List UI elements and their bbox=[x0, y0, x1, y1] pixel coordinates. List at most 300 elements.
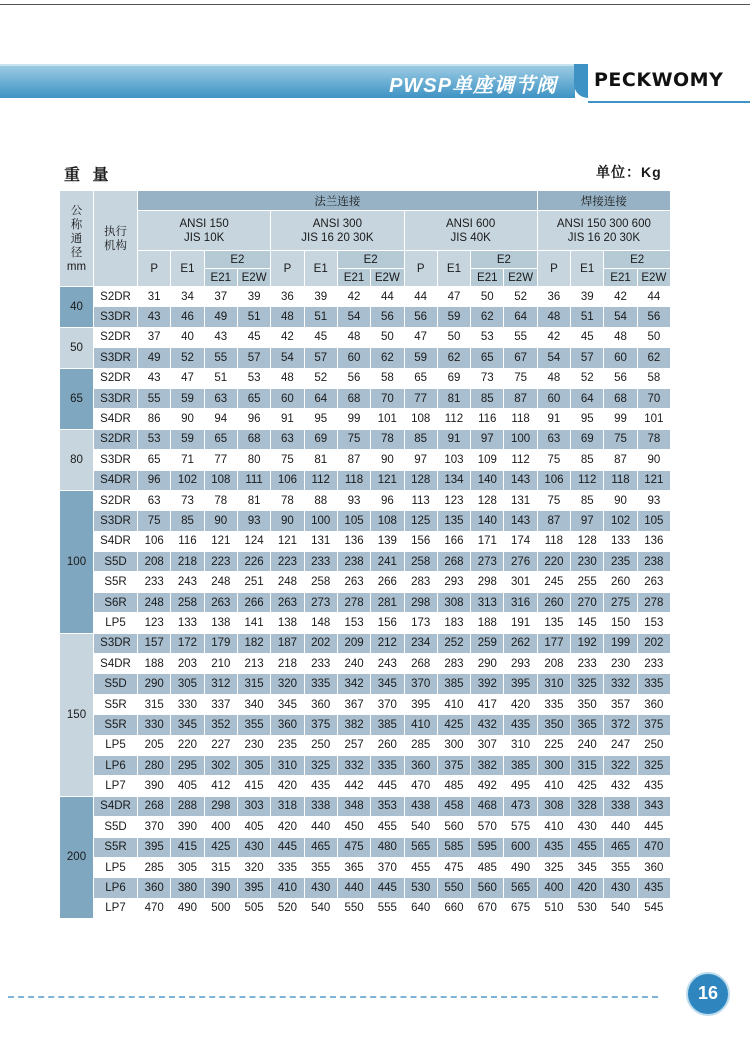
weight-cell: 54 bbox=[337, 307, 370, 327]
weight-cell: 57 bbox=[571, 348, 604, 368]
col-e1: E1 bbox=[571, 251, 604, 287]
weight-cell: 47 bbox=[171, 368, 204, 388]
weight-cell: 560 bbox=[437, 817, 470, 837]
weight-cell: 45 bbox=[571, 327, 604, 347]
weight-cell: 108 bbox=[404, 409, 437, 429]
weight-cell: 49 bbox=[204, 307, 237, 327]
weight-cell: 143 bbox=[504, 511, 537, 531]
weight-cell: 51 bbox=[571, 307, 604, 327]
std-ansi150 bbox=[138, 211, 271, 251]
weight-cell: 59 bbox=[171, 429, 204, 449]
weight-cell: 335 bbox=[637, 674, 670, 694]
banner-accent bbox=[574, 64, 588, 98]
weight-cell: 182 bbox=[237, 633, 270, 653]
weight-cell: 47 bbox=[404, 327, 437, 347]
weight-cell: 50 bbox=[371, 327, 404, 347]
table-row bbox=[60, 654, 671, 674]
weight-cell: 305 bbox=[237, 755, 270, 775]
actuator-cell: S2DR bbox=[94, 327, 138, 347]
actuator-cell: LP6 bbox=[94, 878, 138, 898]
table-row bbox=[60, 776, 671, 796]
weight-cell: 56 bbox=[604, 368, 637, 388]
weight-cell: 550 bbox=[437, 878, 470, 898]
actuator-cell: S5D bbox=[94, 674, 138, 694]
weight-cell: 412 bbox=[204, 776, 237, 796]
weight-cell: 85 bbox=[571, 490, 604, 510]
weight-cell: 50 bbox=[637, 327, 670, 347]
weight-cell: 313 bbox=[471, 592, 504, 612]
weight-cell: 223 bbox=[204, 552, 237, 572]
weight-cell: 212 bbox=[371, 633, 404, 653]
weight-cell: 290 bbox=[138, 674, 171, 694]
weight-cell: 303 bbox=[237, 796, 270, 816]
weight-cell: 300 bbox=[437, 735, 470, 755]
weight-cell: 118 bbox=[337, 470, 370, 490]
weight-cell: 430 bbox=[304, 878, 337, 898]
weight-cell: 442 bbox=[337, 776, 370, 796]
weight-cell: 435 bbox=[304, 776, 337, 796]
weight-cell: 75 bbox=[604, 429, 637, 449]
weight-cell: 458 bbox=[437, 796, 470, 816]
weight-cell: 335 bbox=[271, 857, 304, 877]
actuator-cell: S5R bbox=[94, 694, 138, 714]
weight-cell: 87 bbox=[604, 450, 637, 470]
weight-cell: 425 bbox=[437, 715, 470, 735]
weight-cell: 135 bbox=[437, 511, 470, 531]
actuator-cell: LP7 bbox=[94, 776, 138, 796]
weight-cell: 45 bbox=[237, 327, 270, 347]
size-header-line: mm bbox=[66, 260, 87, 273]
weight-cell: 370 bbox=[138, 817, 171, 837]
table-row bbox=[60, 898, 671, 918]
weight-cell: 280 bbox=[138, 755, 171, 775]
weight-cell: 68 bbox=[604, 388, 637, 408]
page-number-badge bbox=[686, 972, 730, 1016]
weight-cell: 53 bbox=[237, 368, 270, 388]
weight-cell: 227 bbox=[204, 735, 237, 755]
col-e2w: E2W bbox=[237, 269, 270, 287]
weight-cell: 540 bbox=[304, 898, 337, 918]
weight-cell: 395 bbox=[404, 694, 437, 714]
weight-cell: 430 bbox=[604, 878, 637, 898]
weight-cell: 70 bbox=[637, 388, 670, 408]
weight-cell: 100 bbox=[504, 429, 537, 449]
weight-cell: 171 bbox=[471, 531, 504, 551]
weight-cell: 372 bbox=[604, 715, 637, 735]
weight-cell: 220 bbox=[537, 552, 570, 572]
weight-cell: 46 bbox=[171, 307, 204, 327]
weight-cell: 490 bbox=[171, 898, 204, 918]
weight-cell: 143 bbox=[504, 470, 537, 490]
weight-cell: 285 bbox=[138, 857, 171, 877]
weight-cell: 322 bbox=[604, 755, 637, 775]
weight-cell: 125 bbox=[404, 511, 437, 531]
weight-cell: 375 bbox=[437, 755, 470, 775]
weight-cell: 248 bbox=[204, 572, 237, 592]
weight-cell: 320 bbox=[271, 674, 304, 694]
weight-cell: 65 bbox=[471, 348, 504, 368]
weight-cell: 145 bbox=[571, 613, 604, 633]
actuator-cell: LP5 bbox=[94, 613, 138, 633]
weight-cell: 62 bbox=[371, 348, 404, 368]
weight-cell: 520 bbox=[271, 898, 304, 918]
weight-cell: 43 bbox=[138, 368, 171, 388]
weight-cell: 57 bbox=[304, 348, 337, 368]
weight-cell: 230 bbox=[571, 552, 604, 572]
weight-cell: 108 bbox=[371, 511, 404, 531]
weight-cell: 565 bbox=[504, 878, 537, 898]
table-row bbox=[60, 857, 671, 877]
weight-cell: 395 bbox=[504, 674, 537, 694]
weight-cell: 357 bbox=[604, 694, 637, 714]
weight-cell: 410 bbox=[271, 878, 304, 898]
col-e2w: E2W bbox=[637, 269, 670, 287]
weight-cell: 660 bbox=[437, 898, 470, 918]
weight-cell: 435 bbox=[637, 878, 670, 898]
weight-cell: 400 bbox=[204, 817, 237, 837]
weight-cell: 44 bbox=[637, 287, 670, 307]
weight-cell: 420 bbox=[271, 817, 304, 837]
weight-cell: 106 bbox=[537, 470, 570, 490]
weight-cell: 65 bbox=[404, 368, 437, 388]
weight-cell: 260 bbox=[371, 735, 404, 755]
weight-cell: 485 bbox=[471, 857, 504, 877]
actuator-cell: LP5 bbox=[94, 857, 138, 877]
weight-cell: 385 bbox=[371, 715, 404, 735]
weight-cell: 118 bbox=[537, 531, 570, 551]
actuator-cell: S2DR bbox=[94, 429, 138, 449]
weight-cell: 87 bbox=[504, 388, 537, 408]
weight-cell: 77 bbox=[404, 388, 437, 408]
weight-cell: 600 bbox=[504, 837, 537, 857]
weight-cell: 445 bbox=[371, 878, 404, 898]
actuator-cell: S3DR bbox=[94, 348, 138, 368]
table-row bbox=[60, 511, 671, 531]
weight-cell: 90 bbox=[371, 450, 404, 470]
weight-cell: 335 bbox=[304, 674, 337, 694]
weight-cell: 310 bbox=[537, 674, 570, 694]
weight-cell: 268 bbox=[138, 796, 171, 816]
weight-cell: 56 bbox=[337, 368, 370, 388]
weight-cell: 223 bbox=[271, 552, 304, 572]
weight-cell: 109 bbox=[471, 450, 504, 470]
weight-cell: 133 bbox=[171, 613, 204, 633]
weight-cell: 48 bbox=[537, 368, 570, 388]
weight-cell: 234 bbox=[404, 633, 437, 653]
weight-cell: 307 bbox=[471, 735, 504, 755]
weight-cell: 350 bbox=[537, 715, 570, 735]
weight-cell: 450 bbox=[337, 817, 370, 837]
weight-cell: 230 bbox=[237, 735, 270, 755]
weight-cell: 55 bbox=[204, 348, 237, 368]
weight-cell: 283 bbox=[437, 654, 470, 674]
weight-cell: 43 bbox=[138, 307, 171, 327]
weight-cell: 495 bbox=[504, 776, 537, 796]
weight-cell: 102 bbox=[604, 511, 637, 531]
weight-cell: 40 bbox=[171, 327, 204, 347]
weight-cell: 345 bbox=[271, 694, 304, 714]
table-row bbox=[60, 327, 671, 347]
weight-cell: 226 bbox=[237, 552, 270, 572]
weight-cell: 191 bbox=[504, 613, 537, 633]
actuator-cell: LP6 bbox=[94, 755, 138, 775]
table-row bbox=[60, 409, 671, 429]
weight-cell: 352 bbox=[204, 715, 237, 735]
weight-cell: 51 bbox=[304, 307, 337, 327]
weight-cell: 332 bbox=[337, 755, 370, 775]
weight-cell: 112 bbox=[571, 470, 604, 490]
weight-cell: 47 bbox=[437, 287, 470, 307]
weight-cell: 202 bbox=[637, 633, 670, 653]
weight-cell: 103 bbox=[437, 450, 470, 470]
weight-cell: 69 bbox=[304, 429, 337, 449]
actuator-cell: LP7 bbox=[94, 898, 138, 918]
weight-cell: 235 bbox=[604, 552, 637, 572]
weight-cell: 42 bbox=[337, 287, 370, 307]
weight-cell: 52 bbox=[304, 368, 337, 388]
weight-cell: 263 bbox=[271, 592, 304, 612]
actuator-cell: S3DR bbox=[94, 388, 138, 408]
size-cell: 65 bbox=[60, 368, 94, 429]
weight-cell: 37 bbox=[138, 327, 171, 347]
weight-cell: 315 bbox=[204, 857, 237, 877]
weight-cell: 77 bbox=[204, 450, 237, 470]
table-row bbox=[60, 490, 671, 510]
weight-cell: 233 bbox=[304, 654, 337, 674]
weight-cell: 121 bbox=[371, 470, 404, 490]
weight-cell: 112 bbox=[504, 450, 537, 470]
weight-cell: 276 bbox=[504, 552, 537, 572]
weight-cell: 55 bbox=[138, 388, 171, 408]
weight-cell: 63 bbox=[537, 429, 570, 449]
weight-cell: 106 bbox=[271, 470, 304, 490]
weight-cell: 470 bbox=[637, 837, 670, 857]
weight-cell: 49 bbox=[138, 348, 171, 368]
weight-cell: 131 bbox=[504, 490, 537, 510]
weight-cell: 248 bbox=[138, 592, 171, 612]
weight-cell: 65 bbox=[204, 429, 237, 449]
weight-cell: 490 bbox=[504, 857, 537, 877]
weight-cell: 355 bbox=[237, 715, 270, 735]
weight-cell: 360 bbox=[637, 857, 670, 877]
table-row bbox=[60, 552, 671, 572]
weight-cell: 473 bbox=[504, 796, 537, 816]
weight-cell: 360 bbox=[637, 694, 670, 714]
std-line-2: JIS 16 20 30K bbox=[567, 231, 640, 244]
weight-cell: 53 bbox=[138, 429, 171, 449]
actuator-cell: LP5 bbox=[94, 735, 138, 755]
weight-cell: 505 bbox=[237, 898, 270, 918]
weight-cell: 97 bbox=[471, 429, 504, 449]
std-line-2: JIS 10K bbox=[183, 231, 225, 244]
weight-cell: 325 bbox=[304, 755, 337, 775]
weight-cell: 308 bbox=[537, 796, 570, 816]
weight-cell: 118 bbox=[604, 470, 637, 490]
weight-cell: 530 bbox=[404, 878, 437, 898]
weight-cell: 440 bbox=[604, 817, 637, 837]
weight-cell: 475 bbox=[437, 857, 470, 877]
weight-cell: 218 bbox=[271, 654, 304, 674]
weight-cell: 390 bbox=[204, 878, 237, 898]
weight-cell: 415 bbox=[237, 776, 270, 796]
weight-cell: 65 bbox=[237, 388, 270, 408]
weight-cell: 268 bbox=[404, 654, 437, 674]
weight-cell: 325 bbox=[571, 674, 604, 694]
actuator-header-line: 执行 bbox=[104, 225, 127, 238]
weight-cell: 259 bbox=[471, 633, 504, 653]
weight-cell: 36 bbox=[271, 287, 304, 307]
weight-cell: 139 bbox=[371, 531, 404, 551]
weight-cell: 375 bbox=[304, 715, 337, 735]
weight-cell: 53 bbox=[471, 327, 504, 347]
weight-cell: 485 bbox=[437, 776, 470, 796]
weight-cell: 245 bbox=[537, 572, 570, 592]
weight-cell: 157 bbox=[138, 633, 171, 653]
weight-cell: 233 bbox=[304, 552, 337, 572]
weight-cell: 455 bbox=[404, 857, 437, 877]
weight-cell: 420 bbox=[504, 694, 537, 714]
weight-cell: 118 bbox=[504, 409, 537, 429]
weight-cell: 530 bbox=[571, 898, 604, 918]
top-rule bbox=[0, 4, 750, 5]
actuator-cell: S6R bbox=[94, 592, 138, 612]
weight-cell: 203 bbox=[171, 654, 204, 674]
weight-cell: 44 bbox=[371, 287, 404, 307]
weight-cell: 108 bbox=[204, 470, 237, 490]
weight-cell: 320 bbox=[237, 857, 270, 877]
weight-cell: 250 bbox=[637, 735, 670, 755]
weight-cell: 60 bbox=[337, 348, 370, 368]
weight-cell: 325 bbox=[637, 755, 670, 775]
weight-cell: 318 bbox=[271, 796, 304, 816]
weight-cell: 343 bbox=[637, 796, 670, 816]
weight-table bbox=[59, 190, 671, 919]
weight-cell: 295 bbox=[171, 755, 204, 775]
weight-cell: 218 bbox=[171, 552, 204, 572]
weight-cell: 405 bbox=[237, 817, 270, 837]
weight-cell: 128 bbox=[571, 531, 604, 551]
weight-cell: 42 bbox=[604, 287, 637, 307]
weight-cell: 360 bbox=[404, 755, 437, 775]
table-row bbox=[60, 470, 671, 490]
std-line-1: ANSI 150 300 600 bbox=[556, 217, 651, 230]
weight-cell: 93 bbox=[637, 490, 670, 510]
weight-cell: 233 bbox=[637, 654, 670, 674]
weight-cell: 425 bbox=[204, 837, 237, 857]
col-e2: E2 bbox=[204, 251, 271, 269]
weight-cell: 375 bbox=[637, 715, 670, 735]
actuator-cell: S2DR bbox=[94, 368, 138, 388]
weight-cell: 90 bbox=[171, 409, 204, 429]
weight-cell: 153 bbox=[337, 613, 370, 633]
weight-cell: 395 bbox=[237, 878, 270, 898]
weight-cell: 420 bbox=[271, 776, 304, 796]
weight-cell: 258 bbox=[404, 552, 437, 572]
weight-cell: 302 bbox=[204, 755, 237, 775]
weight-cell: 105 bbox=[337, 511, 370, 531]
weight-cell: 48 bbox=[271, 368, 304, 388]
weight-cell: 350 bbox=[571, 694, 604, 714]
weight-cell: 56 bbox=[637, 307, 670, 327]
weight-cell: 54 bbox=[271, 348, 304, 368]
col-e2: E2 bbox=[471, 251, 538, 269]
col-p: P bbox=[138, 251, 171, 287]
weight-cell: 121 bbox=[204, 531, 237, 551]
weight-cell: 365 bbox=[337, 857, 370, 877]
weight-cell: 39 bbox=[237, 287, 270, 307]
weight-cell: 425 bbox=[571, 776, 604, 796]
weight-cell: 335 bbox=[371, 755, 404, 775]
weight-cell: 68 bbox=[237, 429, 270, 449]
weight-cell: 68 bbox=[337, 388, 370, 408]
weight-cell: 60 bbox=[271, 388, 304, 408]
weight-cell: 96 bbox=[237, 409, 270, 429]
weight-cell: 192 bbox=[571, 633, 604, 653]
weight-cell: 188 bbox=[138, 654, 171, 674]
weight-cell: 308 bbox=[437, 592, 470, 612]
weight-cell: 675 bbox=[504, 898, 537, 918]
unit-label: 单位：Kg bbox=[596, 164, 662, 180]
table-row bbox=[60, 429, 671, 449]
weight-cell: 131 bbox=[304, 531, 337, 551]
weight-cell: 370 bbox=[371, 857, 404, 877]
table-row bbox=[60, 531, 671, 551]
weight-cell: 140 bbox=[471, 470, 504, 490]
weight-cell: 492 bbox=[471, 776, 504, 796]
weight-cell: 353 bbox=[371, 796, 404, 816]
col-p: P bbox=[537, 251, 570, 287]
weight-cell: 36 bbox=[537, 287, 570, 307]
weight-cell: 440 bbox=[337, 878, 370, 898]
col-e1: E1 bbox=[437, 251, 470, 287]
weight-cell: 315 bbox=[138, 694, 171, 714]
size-cell: 50 bbox=[60, 327, 94, 368]
weight-cell: 435 bbox=[637, 776, 670, 796]
weight-cell: 241 bbox=[371, 552, 404, 572]
weight-cell: 65 bbox=[138, 450, 171, 470]
actuator-cell: S5R bbox=[94, 715, 138, 735]
weight-cell: 85 bbox=[571, 450, 604, 470]
table-body bbox=[60, 287, 671, 919]
weight-cell: 75 bbox=[337, 429, 370, 449]
size-header-line: 公 bbox=[70, 204, 83, 217]
weight-cell: 335 bbox=[537, 694, 570, 714]
actuator-header bbox=[94, 191, 138, 287]
weight-cell: 111 bbox=[237, 470, 270, 490]
weight-cell: 268 bbox=[437, 552, 470, 572]
weight-cell: 470 bbox=[404, 776, 437, 796]
weight-cell: 315 bbox=[237, 674, 270, 694]
weight-cell: 63 bbox=[271, 429, 304, 449]
weight-cell: 87 bbox=[537, 511, 570, 531]
std-line-1: ANSI 600 bbox=[446, 217, 496, 230]
weight-cell: 440 bbox=[304, 817, 337, 837]
weight-cell: 63 bbox=[138, 490, 171, 510]
weight-cell: 34 bbox=[171, 287, 204, 307]
col-e21: E21 bbox=[337, 269, 370, 287]
col-e2w: E2W bbox=[371, 269, 404, 287]
weight-cell: 166 bbox=[437, 531, 470, 551]
weight-cell: 238 bbox=[637, 552, 670, 572]
weight-cell: 52 bbox=[504, 287, 537, 307]
weight-cell: 465 bbox=[304, 837, 337, 857]
weight-cell: 121 bbox=[271, 531, 304, 551]
weight-cell: 238 bbox=[337, 552, 370, 572]
weight-cell: 365 bbox=[571, 715, 604, 735]
weight-cell: 670 bbox=[471, 898, 504, 918]
weight-cell: 540 bbox=[604, 898, 637, 918]
weight-cell: 430 bbox=[571, 817, 604, 837]
